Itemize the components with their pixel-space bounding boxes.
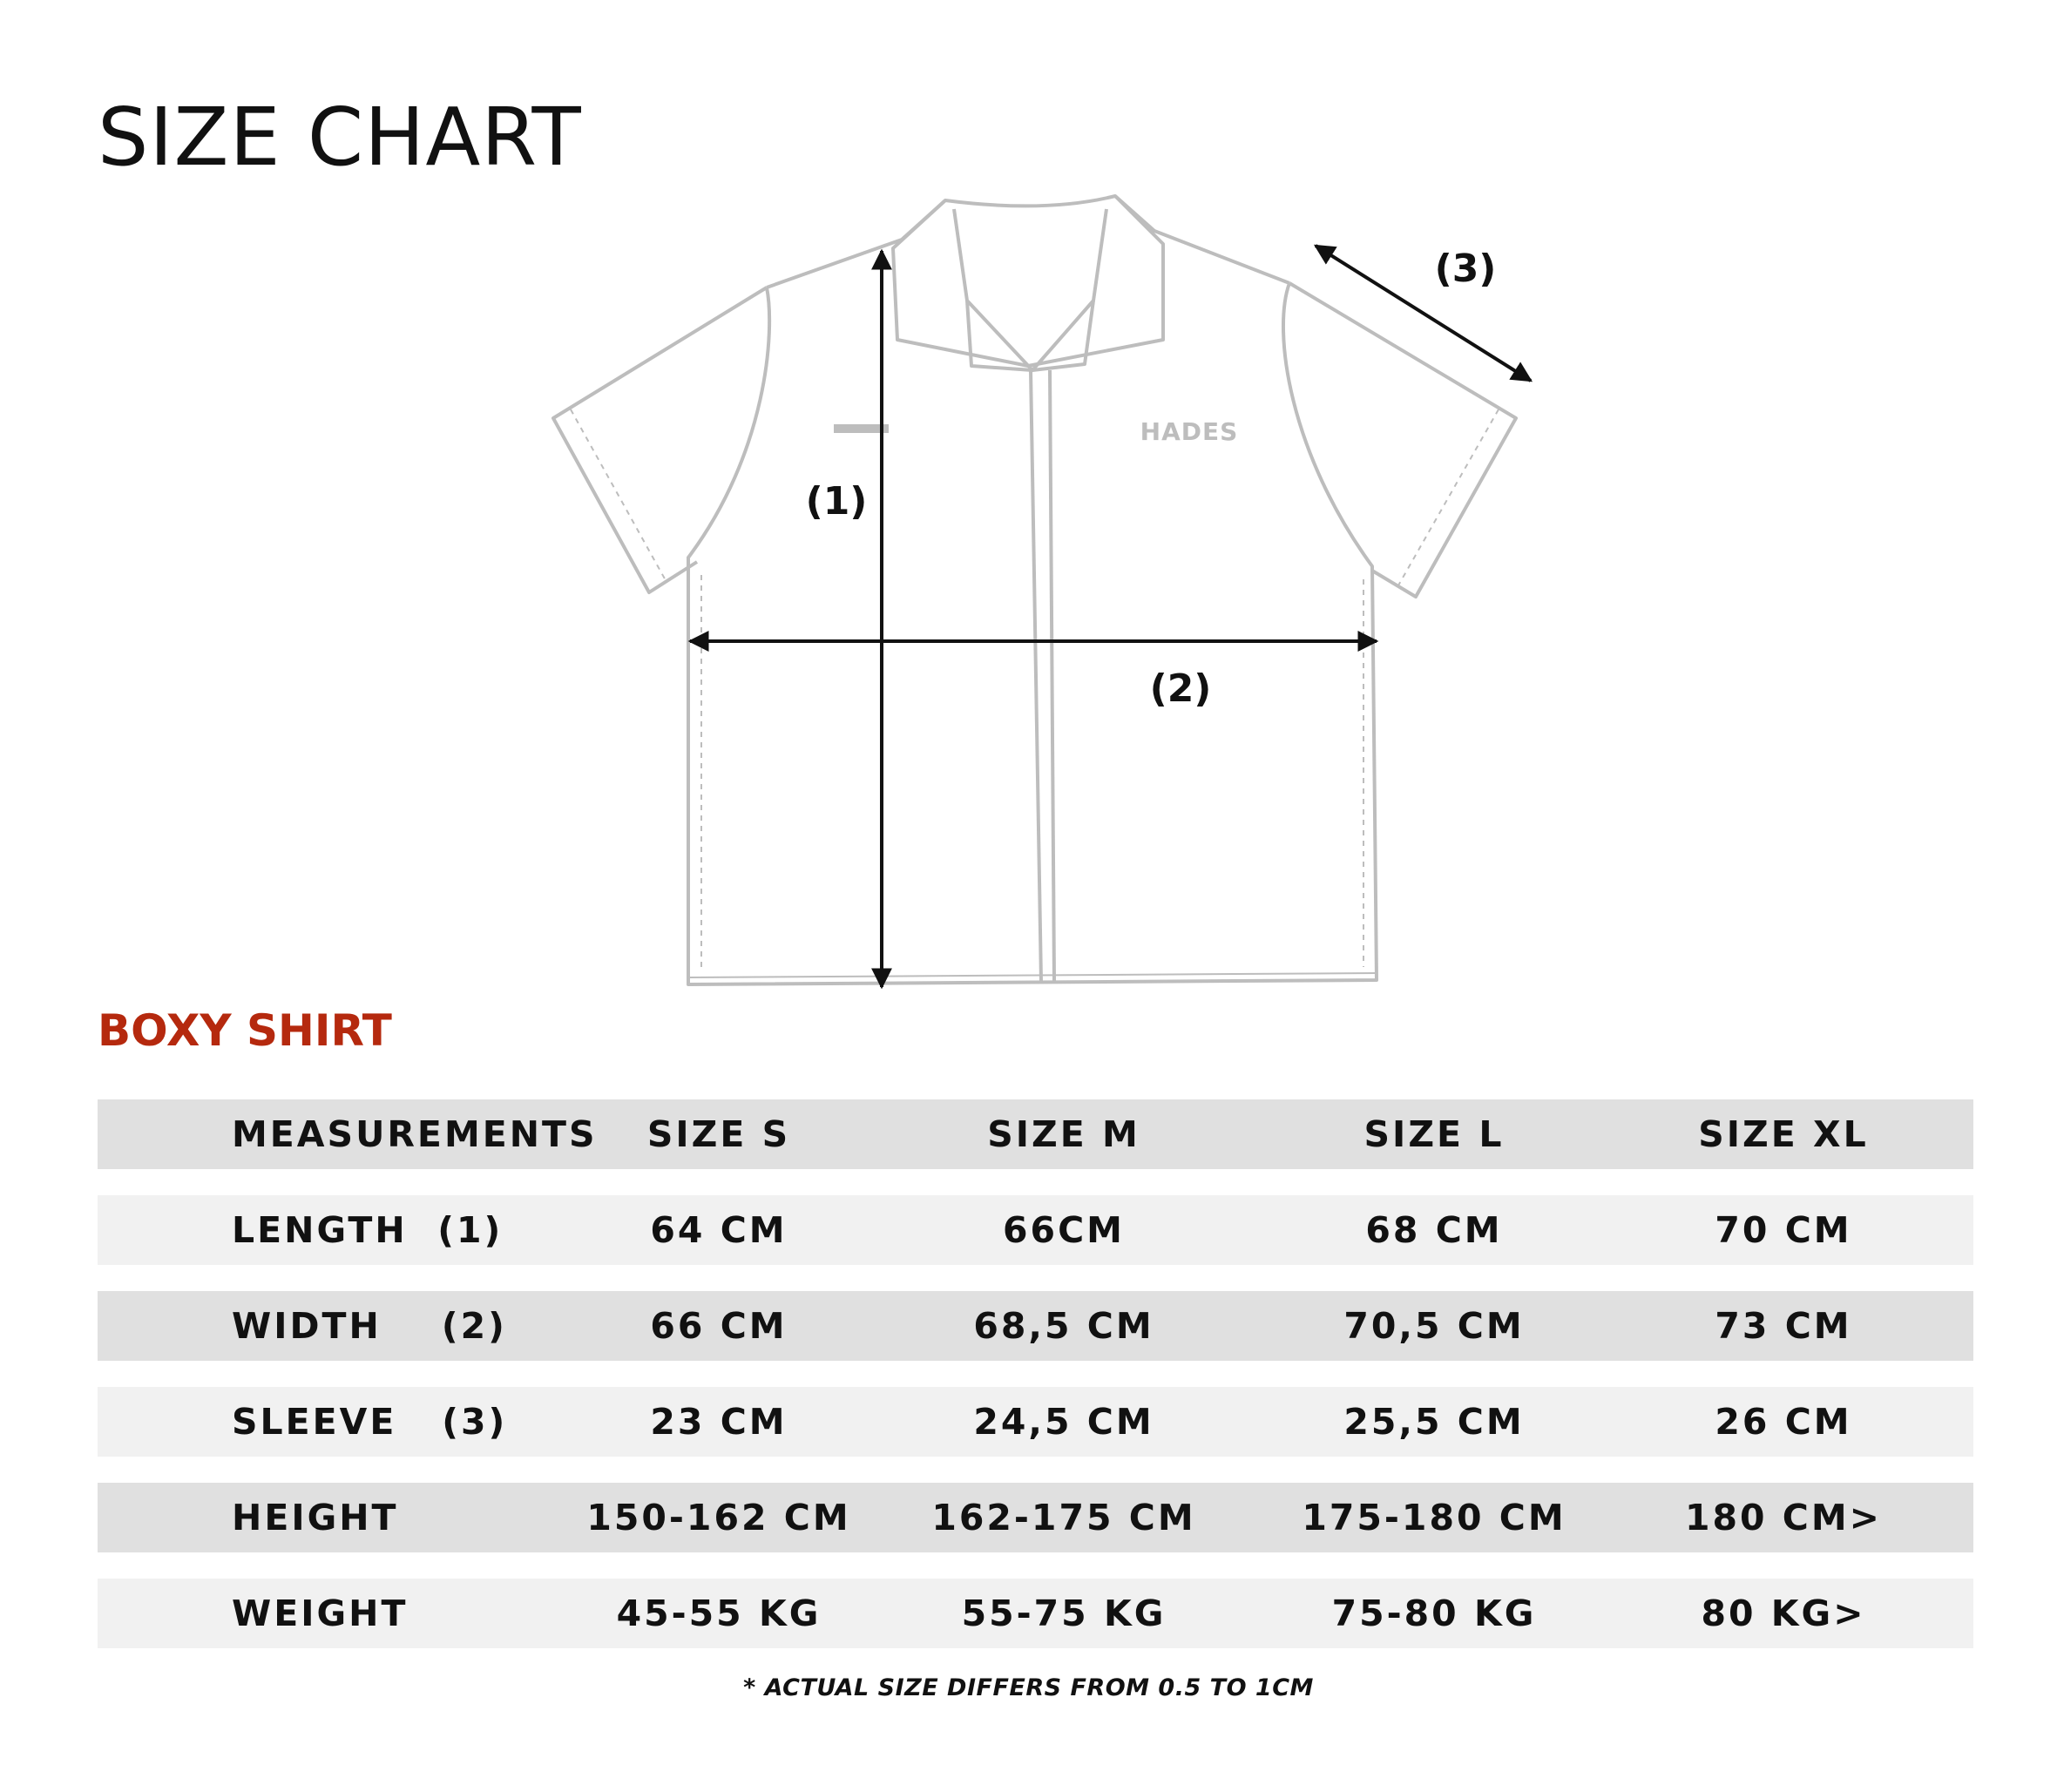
cell-xl: 73 CM: [1715, 1305, 1852, 1347]
cell-s: 45-55 KG: [616, 1593, 822, 1634]
shirt-outline-icon: [553, 196, 1516, 984]
table-row-weight: [98, 1579, 1973, 1648]
cell-l: 68 CM: [1365, 1209, 1503, 1251]
cell-l: 75-80 KG: [1331, 1593, 1537, 1634]
row-label: LENGTH (1): [232, 1209, 504, 1251]
table-row-width: [98, 1291, 1973, 1361]
header-size-m: SIZE M: [987, 1113, 1140, 1155]
row-label: SLEEVE (3): [232, 1401, 508, 1443]
sleeve-label: (3): [1434, 247, 1497, 291]
cell-m: 68,5 CM: [973, 1305, 1154, 1347]
row-label: HEIGHT: [232, 1497, 399, 1538]
table-header-row: [98, 1099, 1973, 1169]
width-label: (2): [1149, 666, 1212, 711]
cell-xl: 180 CM>: [1684, 1497, 1883, 1538]
header-size-xl: SIZE XL: [1698, 1113, 1869, 1155]
header-size-s: SIZE S: [646, 1113, 791, 1155]
brand-logo: HADES: [1140, 417, 1239, 446]
cell-xl: 70 CM: [1715, 1209, 1852, 1251]
cell-m: 24,5 CM: [973, 1401, 1154, 1443]
cell-l: 70,5 CM: [1343, 1305, 1525, 1347]
cell-m: 162-175 CM: [931, 1497, 1196, 1538]
cell-l: 175-180 CM: [1302, 1497, 1566, 1538]
size-table: [98, 1099, 1973, 1674]
product-title: BOXY SHIRT: [98, 1005, 392, 1056]
cell-s: 23 CM: [650, 1401, 788, 1443]
header-size-l: SIZE L: [1363, 1113, 1505, 1155]
cell-m: 66CM: [1003, 1209, 1125, 1251]
cell-s: 150-162 CM: [586, 1497, 851, 1538]
length-label: (1): [805, 479, 868, 524]
table-row-height: [98, 1483, 1973, 1552]
page-title: SIZE CHART: [98, 91, 582, 184]
cell-s: 66 CM: [650, 1305, 788, 1347]
cell-s: 64 CM: [650, 1209, 788, 1251]
cell-xl: 26 CM: [1715, 1401, 1852, 1443]
row-label: WIDTH (2): [232, 1305, 507, 1347]
size-note: * ACTUAL SIZE DIFFERS FROM 0.5 TO 1CM: [743, 1674, 1314, 1701]
table-row-sleeve: [98, 1387, 1973, 1457]
cell-xl: 80 KG>: [1701, 1593, 1866, 1634]
sleeve-arrow: [1316, 246, 1531, 381]
table-row-length: [98, 1195, 1973, 1265]
row-label: WEIGHT: [232, 1593, 409, 1634]
cell-m: 55-75 KG: [961, 1593, 1167, 1634]
cell-l: 25,5 CM: [1343, 1401, 1525, 1443]
header-measurements: MEASUREMENTS: [232, 1113, 598, 1155]
